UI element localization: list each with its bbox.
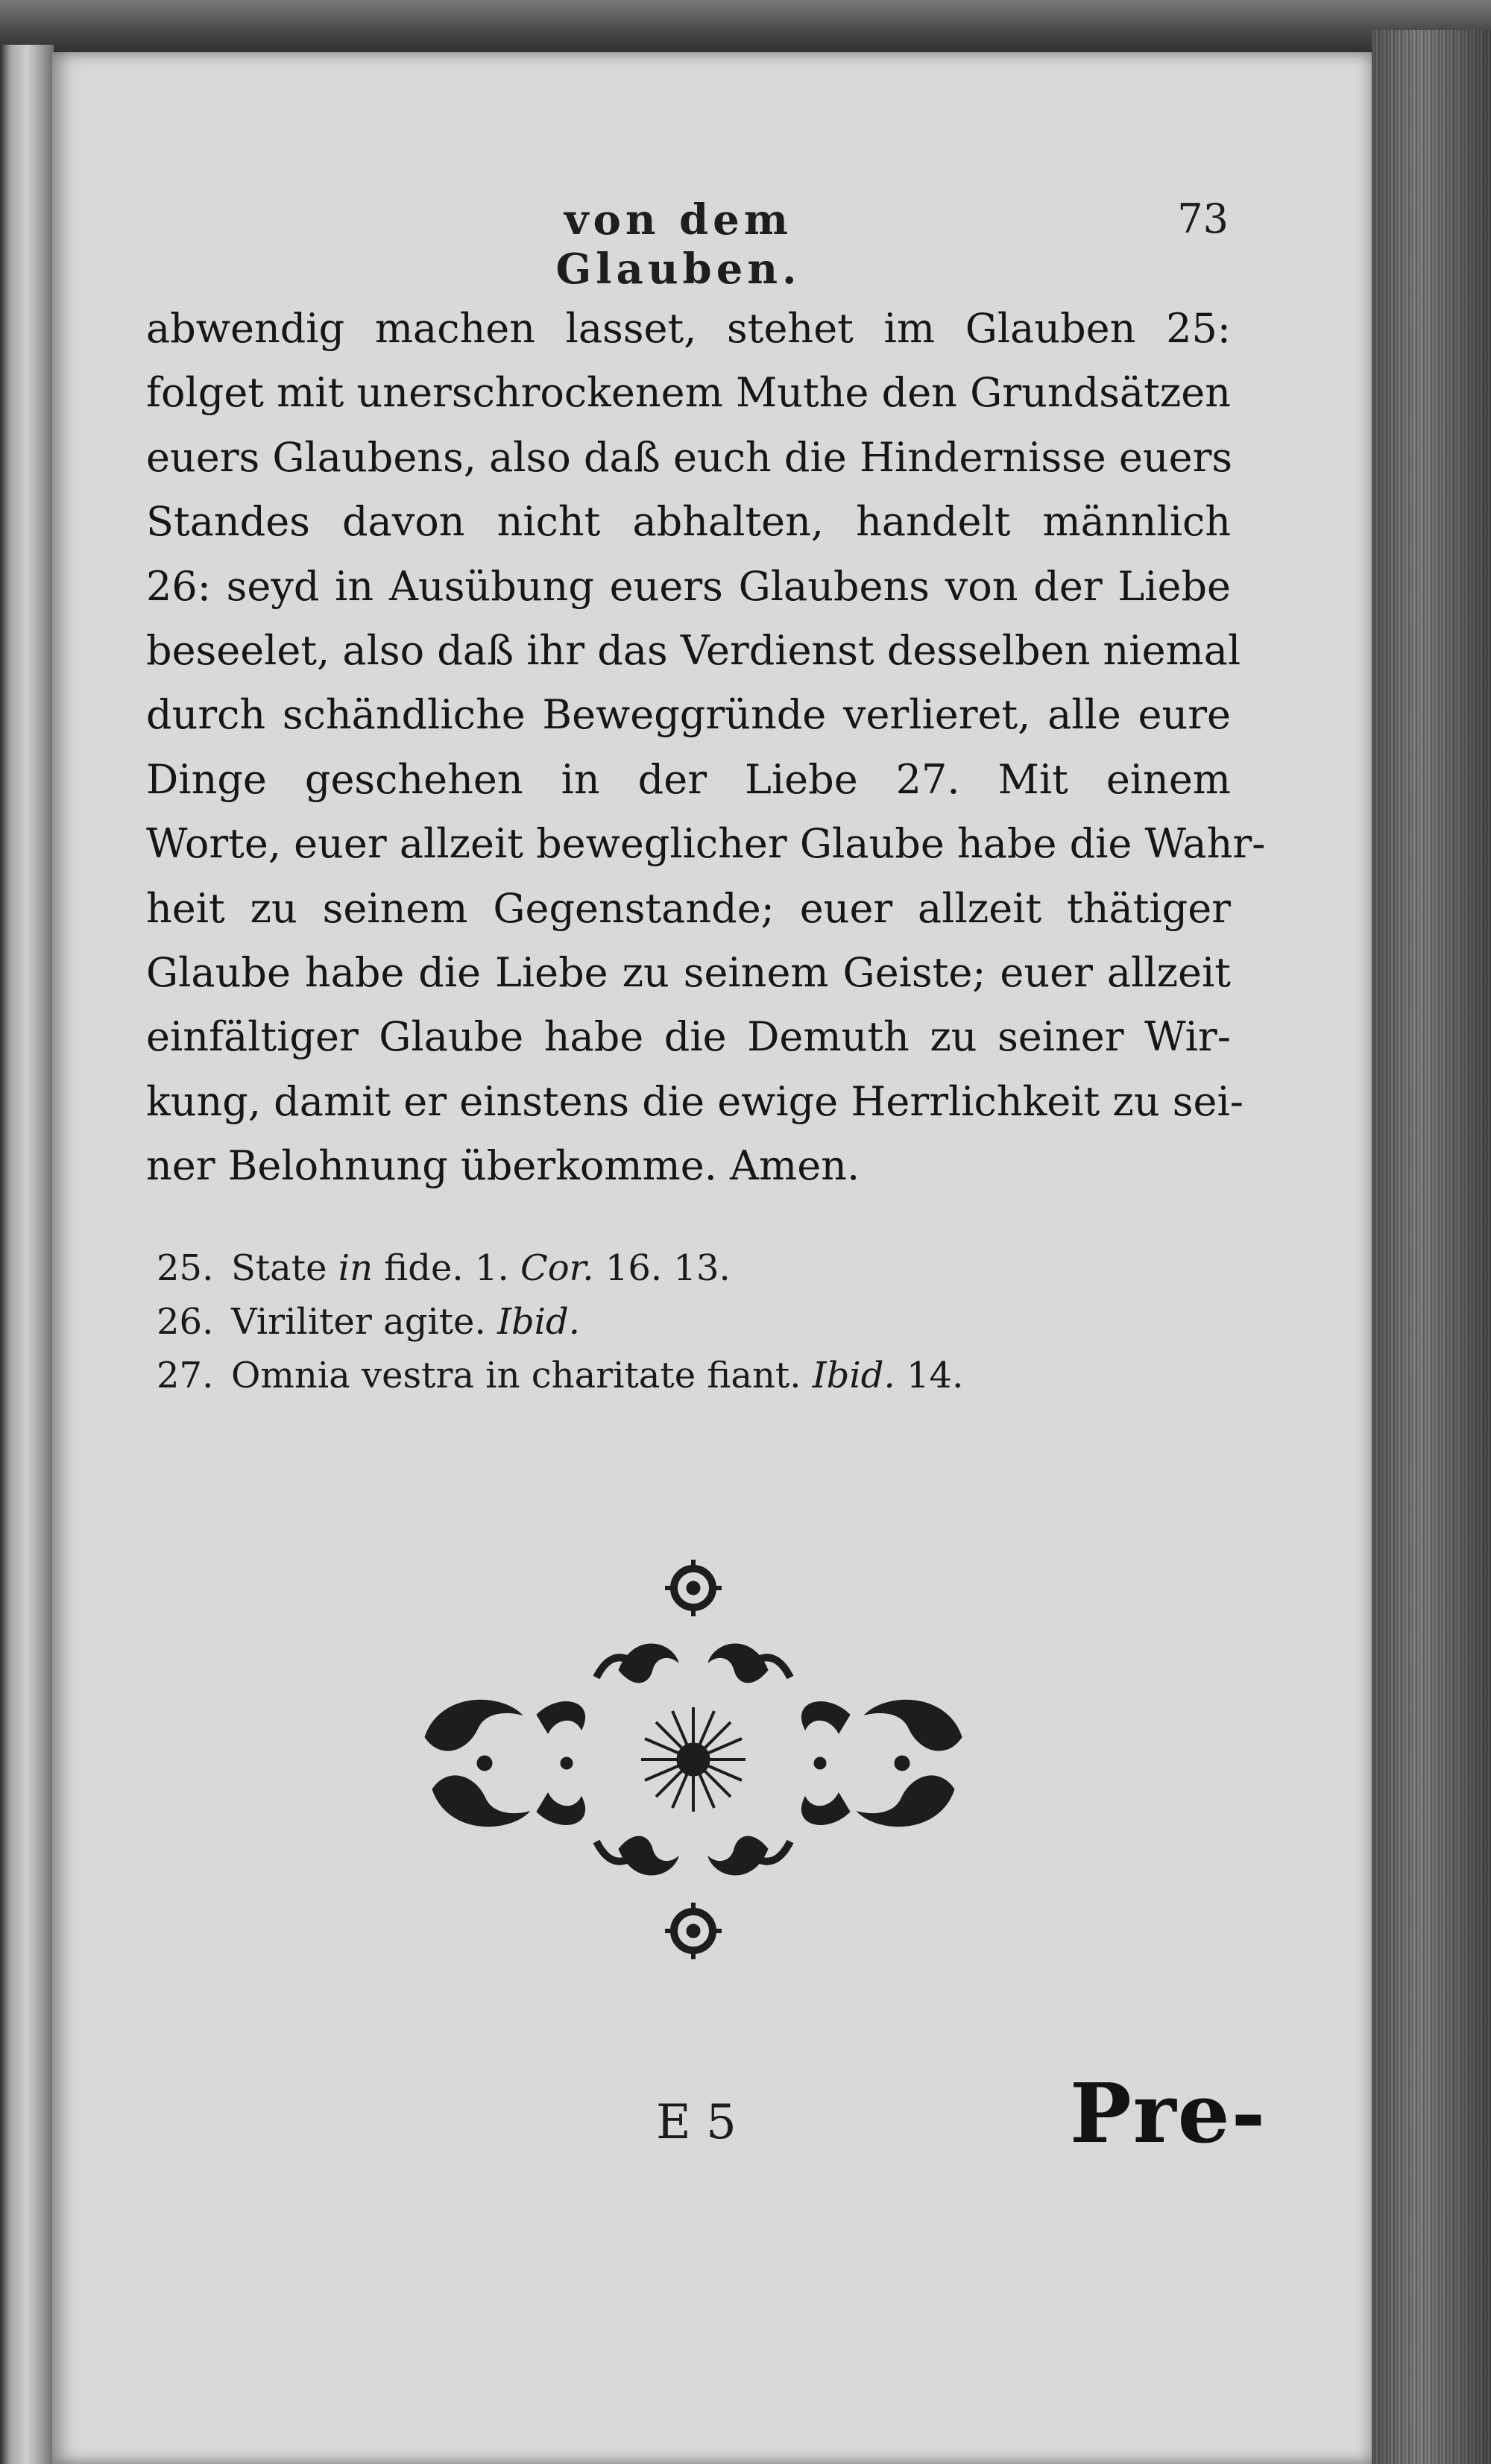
- footnote-text-italic: Ibid.: [812, 1355, 895, 1396]
- body-line: folget mit unerschrockenem Muthe den Grundsätzen: [146, 369, 1231, 417]
- footnote-text: 14.: [895, 1355, 964, 1396]
- running-title: von dem Glauben.: [555, 195, 801, 294]
- page-number: 73: [1177, 195, 1229, 242]
- body-line: Standes davon nicht abhalten, handelt männlich: [146, 498, 1231, 546]
- signature-mark: E 5: [656, 2095, 737, 2150]
- body-line: einfältiger Glaube habe die Demuth zu seiner Wir-: [146, 1013, 1231, 1061]
- footnote-text: 16. 13.: [593, 1247, 731, 1289]
- body-line: kung, damit er einstens die ewige Herrlichkeit zu sei-: [146, 1077, 1243, 1125]
- body-line: Dinge geschehen in der Liebe 27. Mit einem: [146, 755, 1231, 803]
- footnote: [157, 1295, 1051, 1349]
- footnote-text-italic: Ibid.: [497, 1301, 581, 1343]
- body-line: Glaube habe die Liebe zu seinem Geiste; euer allzeit: [146, 948, 1231, 996]
- body-line: ner Belohnung überkomme. Amen.: [146, 1142, 860, 1190]
- body-line: abwendig machen lasset, stehet im Glauben 25:: [146, 305, 1231, 352]
- body-line: 26: seyd in Ausübung euers Glaubens von der Liebe: [146, 562, 1231, 610]
- body-line: durch schändliche Beweggründe verlieret, alle eure: [146, 691, 1231, 739]
- footnote: [157, 1349, 1051, 1402]
- body-line: beseelet, also daß ihr das Verdienst desselben niemal: [146, 626, 1241, 674]
- body-text: [146, 297, 1266, 1198]
- body-line: heit zu seinem Gegenstande; euer allzeit thätiger: [146, 884, 1231, 932]
- footnote-text: Omnia vestra in charitate fiant.: [231, 1355, 813, 1396]
- footnotes: [157, 1241, 1051, 1402]
- footnote-text: Viriliter agite.: [231, 1301, 497, 1343]
- footnote-text-italic: Cor.: [520, 1247, 594, 1289]
- page-stack-shade: [1372, 30, 1491, 2464]
- floral-ornament-icon: [395, 1551, 992, 1968]
- footnote: [157, 1241, 1051, 1295]
- footnote-number: 26.: [157, 1301, 214, 1343]
- catchword: Pre-: [1070, 2065, 1267, 2161]
- body-line: Worte, euer allzeit beweglicher Glaube habe die Wahr-: [146, 820, 1266, 868]
- footnote-text-italic: in: [338, 1247, 373, 1289]
- footnote-text: fide. 1.: [373, 1247, 520, 1289]
- footnote-number: 27.: [157, 1355, 214, 1396]
- footnote-number: 25.: [157, 1247, 214, 1289]
- footnote-text: State: [231, 1247, 338, 1289]
- left-page-edge: [0, 45, 54, 2464]
- body-line: euers Glaubens, also daß euch die Hindernisse euers: [146, 433, 1233, 481]
